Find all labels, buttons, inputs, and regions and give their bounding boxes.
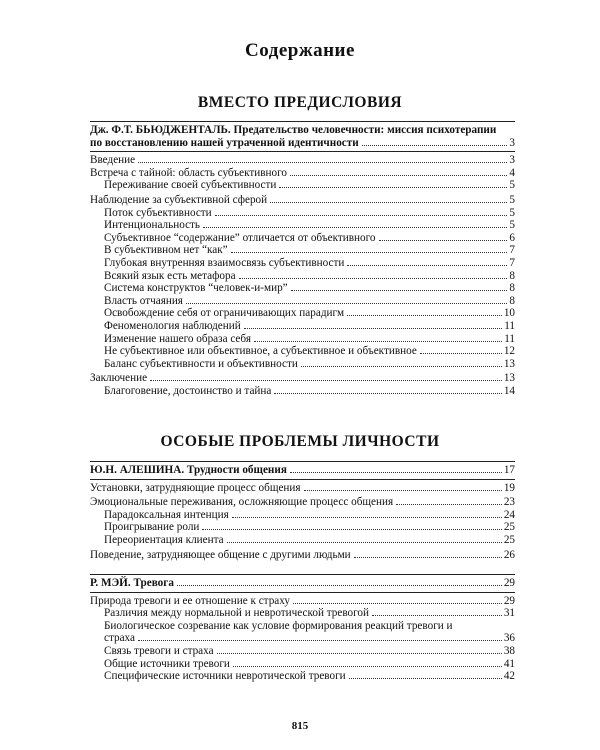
toc-entry-page: 13 — [503, 372, 515, 385]
toc-entry-text: Феноменология наблюдений — [104, 319, 241, 332]
toc-entry-list — [90, 595, 515, 620]
dot-leader — [290, 175, 507, 176]
dot-leader — [217, 653, 502, 654]
toc-block-may — [90, 574, 515, 683]
dot-leader — [231, 252, 508, 253]
dot-leader — [347, 265, 507, 266]
toc-entry-page: 23 — [503, 496, 515, 509]
toc-entry[interactable] — [90, 385, 515, 398]
toc-entry[interactable] — [90, 549, 515, 562]
divider — [90, 151, 515, 152]
toc-author-title: Дж. Ф.Т. БЬЮДЖЕНТАЛЬ. Предательство человечности: миссия психотерапии — [90, 124, 497, 136]
toc-entry-page: 11 — [504, 332, 515, 345]
toc-entry[interactable] — [90, 482, 515, 495]
toc-entry-text: Встреча с тайной: область субъективного — [90, 166, 288, 179]
toc-entry-text: Переориентация клиента — [104, 533, 224, 546]
dot-leader — [150, 380, 502, 381]
toc-entry-page: 6 — [509, 231, 515, 244]
toc-entry[interactable] — [90, 496, 515, 509]
toc-entry[interactable] — [90, 372, 515, 385]
divider — [90, 461, 515, 462]
toc-entry-text: Система конструктов “человек-и-мир” — [104, 282, 288, 295]
toc-entry-page: 3 — [509, 154, 515, 167]
toc-entry-page: 25 — [503, 533, 515, 546]
dot-leader — [203, 227, 507, 228]
toc-entry-list — [90, 645, 515, 683]
toc-entry[interactable] — [90, 295, 515, 308]
divider — [90, 479, 515, 480]
dot-leader — [362, 145, 508, 146]
toc-entry-page: 11 — [504, 319, 515, 332]
toc-entry[interactable] — [90, 307, 515, 320]
dot-leader — [354, 557, 502, 558]
toc-entry[interactable] — [90, 658, 515, 671]
divider — [90, 121, 515, 122]
toc-author-title: Р. МЭЙ. Тревога — [90, 577, 174, 589]
toc-entry[interactable] — [90, 232, 515, 245]
toc-entry-text: Наблюдение за субъективной сферой — [90, 193, 268, 206]
toc-entry[interactable] — [90, 257, 515, 270]
toc-entry-page: 4 — [509, 166, 515, 179]
dot-leader — [372, 615, 502, 616]
dot-leader — [347, 315, 502, 316]
toc-entry-list — [90, 154, 515, 397]
dot-leader — [186, 303, 507, 304]
toc-entry-page: 31 — [503, 607, 515, 620]
toc-entry-text: Благоговение, достоинство и тайна — [104, 384, 272, 397]
page-number: 815 — [291, 720, 309, 732]
toc-entry[interactable] — [90, 607, 515, 620]
toc-entry-text: Поток субъективности — [104, 206, 212, 219]
toc-entry-text: Изменение нашего образа себя — [104, 332, 251, 345]
toc-entry-text: Введение — [90, 154, 136, 167]
toc-entry-page: 7 — [509, 244, 515, 257]
toc-entry-page: 36 — [503, 632, 515, 645]
toc-block-aleshina — [90, 461, 515, 561]
dot-leader — [291, 290, 508, 291]
toc-entry-page: 38 — [503, 644, 515, 657]
toc-entry[interactable] — [90, 154, 515, 167]
toc-entry-text: Интенциональность — [104, 219, 201, 232]
toc-entry-list — [90, 482, 515, 562]
dot-leader — [290, 472, 502, 473]
toc-entry[interactable] — [90, 670, 515, 683]
toc-entry-page: 13 — [503, 357, 515, 370]
toc-entry-page: 8 — [509, 282, 515, 295]
page-title: Содержание — [245, 40, 355, 61]
toc-entry-page: 25 — [503, 521, 515, 534]
toc-entry[interactable] — [90, 179, 515, 192]
toc-entry-page: 24 — [503, 508, 515, 521]
toc-entry-text: Парадоксальная интенция — [104, 508, 229, 521]
dot-leader — [274, 393, 501, 394]
toc-entry-page: 8 — [509, 269, 515, 282]
toc-entry[interactable] — [90, 207, 515, 220]
toc-entry-text-line1[interactable]: Биологическое созревание как условие формирования реакций тревоги и — [104, 619, 453, 632]
dot-leader — [293, 603, 502, 604]
toc-entry-page: 12 — [503, 345, 515, 358]
toc-entry-text: В субъективном нет “как” — [104, 244, 228, 257]
toc-entry-page: 5 — [509, 206, 515, 219]
divider — [90, 592, 515, 593]
toc-entry-text: Установки, затрудняющие процесс общения — [90, 481, 301, 494]
toc-entry-page: 3 — [509, 136, 515, 149]
toc-entry[interactable] — [90, 219, 515, 232]
toc-entry-text: Власть отчаяния — [104, 294, 183, 307]
dot-leader — [202, 529, 501, 530]
dot-leader — [279, 187, 507, 188]
toc-entry-text: Переживание своей субъективности — [104, 179, 277, 192]
dot-leader — [233, 666, 502, 667]
dot-leader — [420, 353, 502, 354]
toc-entry-text: Общие источники тревоги — [104, 657, 230, 670]
toc-entry-page: 26 — [503, 548, 515, 561]
toc-entry-text: Проигрывание роли — [104, 521, 200, 534]
dot-leader — [379, 240, 508, 241]
toc-entry-page: 5 — [509, 219, 515, 232]
toc-entry[interactable] — [90, 167, 515, 180]
dot-leader — [177, 585, 502, 586]
toc-entry-text: Специфические источники невротической тревоги — [104, 670, 346, 683]
toc-entry[interactable] — [90, 333, 515, 346]
toc-entry[interactable] — [90, 282, 515, 295]
toc-entry-page: 5 — [509, 179, 515, 192]
dot-leader — [349, 678, 502, 679]
dot-leader — [244, 328, 503, 329]
toc-entry[interactable] — [90, 137, 515, 150]
dot-leader — [239, 278, 508, 279]
toc-entry-text: Баланс субъективности и объективности — [104, 357, 298, 370]
dot-leader — [138, 640, 502, 641]
toc-entry-page: 19 — [503, 481, 515, 494]
dot-leader — [215, 215, 508, 216]
toc-entry[interactable] — [90, 244, 515, 257]
divider — [90, 574, 515, 575]
toc-entry[interactable] — [90, 270, 515, 283]
toc-entry[interactable] — [90, 509, 515, 522]
toc-entry-text: Освобождение себя от ограничивающих парадигм — [104, 307, 345, 320]
toc-block-bugental — [90, 121, 515, 397]
toc-entry-text: Субъективное “содержание” отличается от объективного — [104, 231, 376, 244]
dot-leader — [138, 162, 507, 163]
toc-entry[interactable] — [90, 194, 515, 207]
toc-entry[interactable] — [90, 595, 515, 608]
dot-leader — [270, 202, 507, 203]
toc-entry-text: Различия между нормальной и невротической тревогой — [104, 607, 370, 620]
section-heading: ВМЕСТО ПРЕДИСЛОВИЯ — [197, 94, 403, 111]
toc-entry[interactable] — [90, 320, 515, 333]
dot-leader — [304, 490, 502, 491]
dot-leader — [227, 542, 502, 543]
toc-entry-text: страха — [104, 632, 135, 645]
toc-entry-text: Не субъективное или объективное, а субъективное и объективное — [104, 345, 417, 358]
toc-entry-page: 7 — [509, 256, 515, 269]
dot-leader — [396, 504, 502, 505]
dot-leader — [301, 366, 502, 367]
toc-entry[interactable] — [90, 577, 515, 590]
toc-entry[interactable] — [90, 645, 515, 658]
toc-entry-text: Поведение, затрудняющее общение с другими людьми — [90, 548, 351, 561]
toc-entry[interactable] — [90, 534, 515, 547]
toc-entry-page: 41 — [503, 657, 515, 670]
toc-entry-page: 17 — [503, 464, 515, 476]
dot-leader — [232, 517, 502, 518]
toc-entry[interactable] — [90, 358, 515, 371]
toc-entry-page: 10 — [503, 307, 515, 320]
toc-entry-text: Глубокая внутренняя взаимосвязь субъективности — [104, 256, 345, 269]
toc-entry-page: 42 — [503, 670, 515, 683]
toc-entry[interactable] — [90, 632, 515, 645]
toc-author-title: Ю.Н. АЛЕШИНА. Трудности общения — [90, 464, 287, 476]
toc-entry-text: Заключение — [90, 372, 148, 385]
toc-entry-page: 29 — [503, 577, 515, 589]
section-heading: ОСОБЫЕ ПРОБЛЕМЫ ЛИЧНОСТИ — [160, 433, 440, 450]
toc-entry-page: 5 — [509, 193, 515, 206]
toc-entry[interactable] — [90, 521, 515, 534]
toc-entry[interactable] — [90, 464, 515, 477]
toc-entry-page: 14 — [503, 384, 515, 397]
toc-entry-page: 8 — [509, 294, 515, 307]
toc-entry[interactable] — [90, 345, 515, 358]
toc-entry-text: Связь тревоги и страха — [104, 644, 214, 657]
toc-entry-text: Природа тревоги и ее отношение к страху — [90, 594, 291, 607]
toc-entry-text: по восстановлению нашей утраченной идентичности — [90, 136, 359, 149]
toc-entry-text: Эмоциональные переживания, осложняющие процесс общения — [90, 496, 394, 509]
dot-leader — [254, 341, 502, 342]
toc-entry-text: Всякий язык есть метафора — [104, 269, 236, 282]
toc-entry-page: 29 — [503, 594, 515, 607]
